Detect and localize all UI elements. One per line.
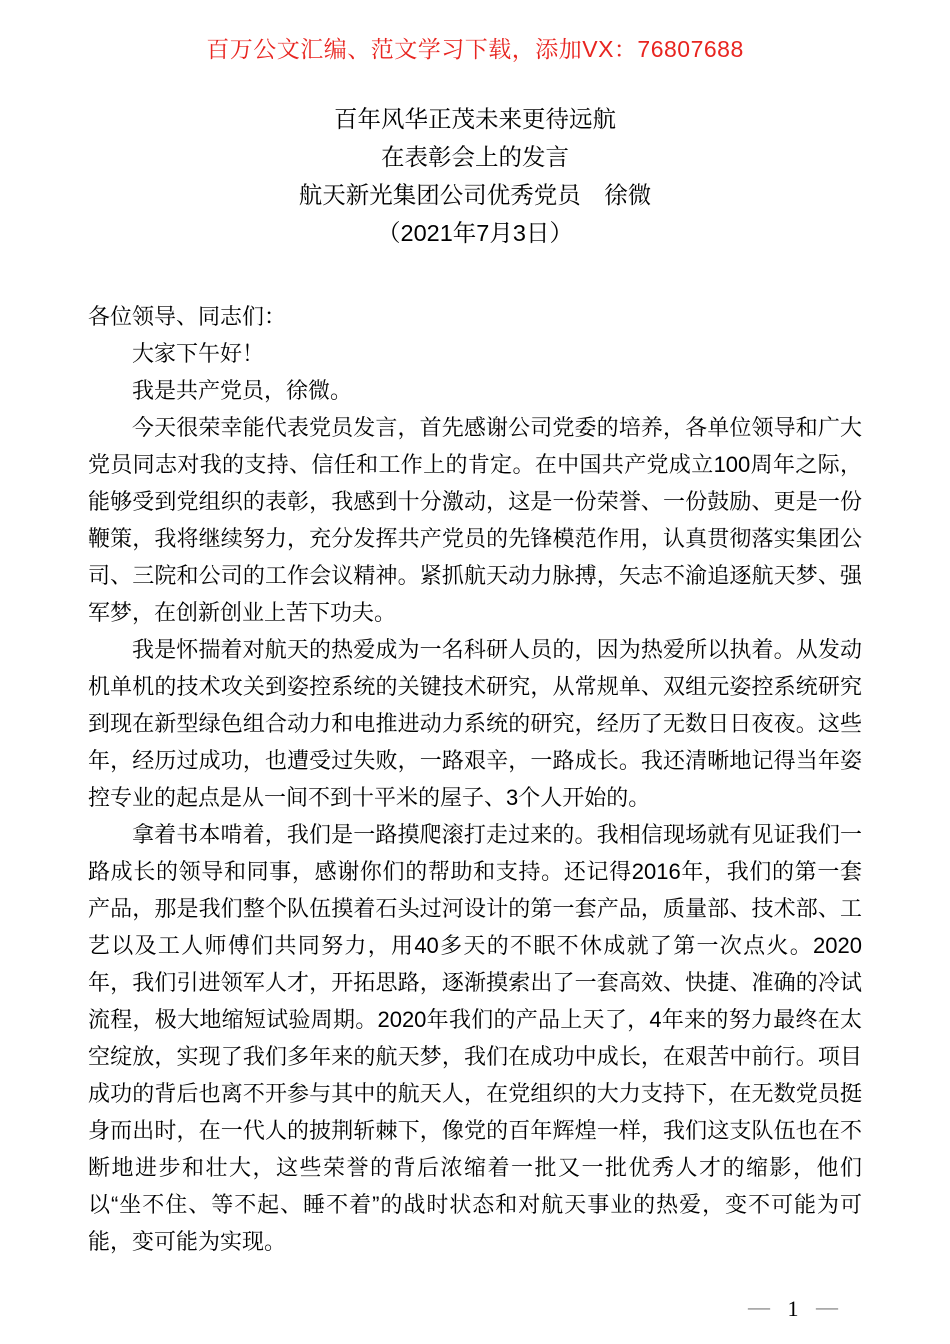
document-subtitle: 在表彰会上的发言 xyxy=(381,144,569,170)
author-line: 航天新光集团公司优秀党员 徐微 xyxy=(298,182,652,208)
page-number-dash-left: — xyxy=(748,1294,772,1319)
paragraph-career: 我是怀揣着对航天的热爱成为一名科研人员的，因为热爱所以执着。从发动机单机的技术攻关到姿控系统的关键技术研究，从常规单、双组元姿控系统研究到现在新型绿色组合动力和电推进动力系统的研究，经历了无数日日夜夜。这些年，经历过成功，也遭受过失败，一路艰辛，一路成长。我还清晰地记得当年姿控专业的起点是从一间不到十平米的屋子、3个人开始的。 xyxy=(88,637,862,810)
speech-body xyxy=(88,298,862,1260)
page-number-dash-right: — xyxy=(816,1294,840,1319)
page-number xyxy=(742,1296,846,1322)
document-title: 百年风华正茂未来更待远航 xyxy=(334,106,616,132)
paragraph-greeting: 大家下午好！ xyxy=(132,341,265,366)
paragraph-intro: 我是共产党员，徐微。 xyxy=(132,378,353,403)
page-number-value: 1 xyxy=(787,1296,801,1321)
date-line: （2021年7月3日） xyxy=(377,220,573,246)
paragraph-thanks: 今天很荣幸能代表党员发言，首先感谢公司党委的培养，各单位领导和广大党员同志对我的支持、信任和工作上的肯定。在中国共产党成立100周年之际，能够受到党组织的表彰，我感到十分激动，这是一份荣誉、一份鼓励、更是一份鞭策，我将继续努力，充分发挥共产党员的先锋模范作用，认真贯彻落实集团公司、三院和公司的工作会议精神。紧抓航天动力脉搏，矢志不渝追逐航天梦、强军梦，在创新创业上苦下功夫。 xyxy=(88,415,862,625)
promo-header: 百万公文汇编、范文学习下载，添加VX：76807688 xyxy=(206,36,744,62)
title-block xyxy=(88,100,862,252)
salutation: 各位领导、同志们： xyxy=(88,304,287,329)
paragraph-team: 拿着书本啃着，我们是一路摸爬滚打走过来的。我相信现场就有见证我们一路成长的领导和同事，感谢你们的帮助和支持。还记得2016年，我们的第一套产品，那是我们整个队伍摸着石头过河设计的第一套产品，质量部、技术部、工艺以及工人师傅们共同努力，用40多天的不眠不休成就了第一次点火。2020年，我们引进领军人才，开拓思路，逐渐摸索出了一套高效、快捷、准确的冷试流程，极大地缩短试验周期。2020年我们的产品上天了，4年来的努力最终在太空绽放，实现了我们多年来的航天梦，我们在成功中成长，在艰苦中前行。项目成功的背后也离不开参与其中的航天人，在党组织的大力支持下，在无数党员挺身而出时，在一代人的披荆斩棘下，像党的百年辉煌一样，我们这支队伍也在不断地进步和壮大，这些荣誉的背后浓缩着一批又一批优秀人才的缩影，他们以“坐不住、等不起、睡不着”的战时状态和对航天事业的热爱，变不可能为可能，变可能为实现。 xyxy=(88,822,862,1254)
